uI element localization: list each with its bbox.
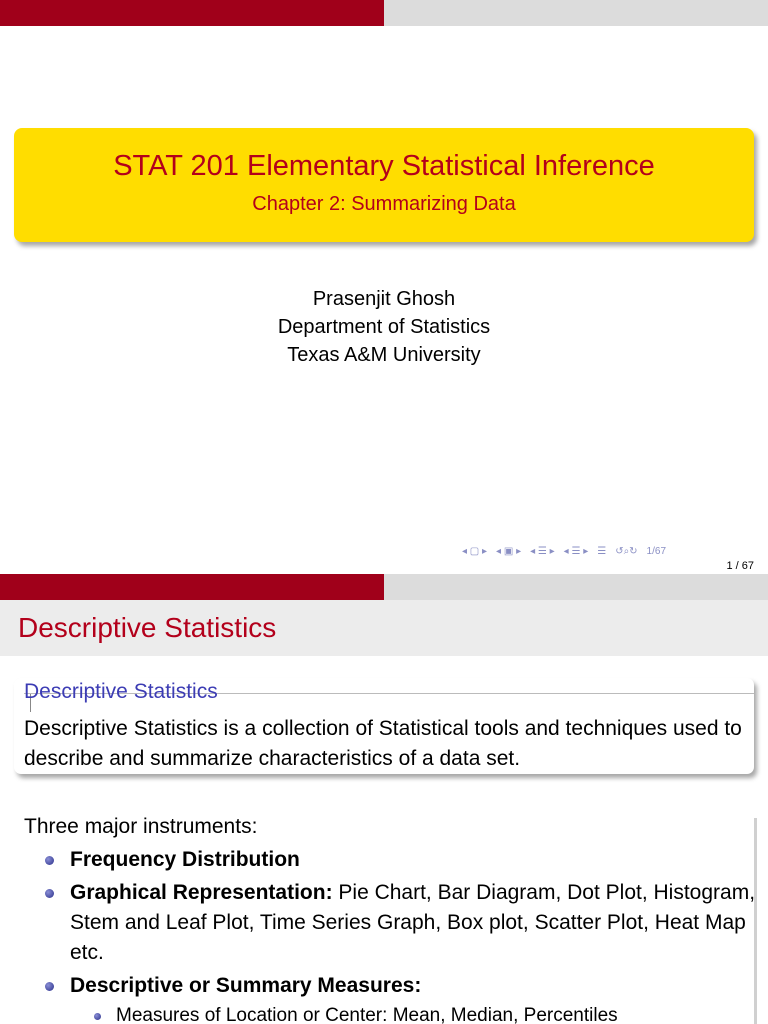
nav-prev-frame-icon[interactable]: ◂ ▣ ▸ xyxy=(496,545,522,557)
header-bar-grey xyxy=(384,574,768,600)
slide-body xyxy=(24,812,764,1024)
item-bold: Graphical Representation: xyxy=(70,881,333,904)
header-bar xyxy=(0,574,768,600)
item-bold: Frequency Distribution xyxy=(70,848,300,871)
nav-prev-slide-icon[interactable]: ◂ ▢ ▸ xyxy=(462,545,488,557)
sub-list-item xyxy=(70,1003,764,1024)
sub-list xyxy=(70,1003,764,1024)
definition-block xyxy=(14,678,754,774)
nav-page-label: 1/67 xyxy=(646,545,667,557)
frame-title: Descriptive Statistics xyxy=(18,612,277,643)
sub-bullet-icon xyxy=(94,1013,101,1020)
bullet-icon xyxy=(45,982,54,991)
author-name: Prasenjit Ghosh xyxy=(312,288,456,310)
department: Department of Statistics xyxy=(277,316,491,338)
header-bar-red xyxy=(0,0,384,26)
author-block xyxy=(0,285,768,369)
nav-align-icon[interactable]: ☰ xyxy=(597,545,607,557)
beamer-navigation xyxy=(462,544,666,558)
header-bar xyxy=(0,0,768,26)
list-item xyxy=(24,878,764,968)
instrument-list xyxy=(24,845,764,1024)
item-rest: Pie Chart, Bar Diagram, Dot Plot, Histogram, Stem and Leaf Plot, Time Series Graph, Box plot, Scatter Plot, Heat Map etc. xyxy=(70,881,756,964)
nav-prev-subsection-icon[interactable]: ◂ ☰ ▸ xyxy=(530,545,555,557)
header-bar-red xyxy=(0,574,384,600)
sub-item-text: Measures of Location or Center: Mean, Median, Percentiles xyxy=(116,1005,618,1024)
list-item xyxy=(24,845,764,875)
frame-title-bar xyxy=(0,600,768,656)
item-bold: Descriptive or Summary Measures: xyxy=(70,974,422,997)
slide-2 xyxy=(0,574,768,1024)
definition-text: Descriptive Statistics is a collection of Statistical tools and techniques used to describe and summarize characteristics of a data set. xyxy=(24,717,742,770)
nav-search-icon[interactable]: ↺⌕↻ xyxy=(615,545,638,557)
bullet-icon xyxy=(45,856,54,865)
title-box xyxy=(14,128,754,242)
bullet-icon xyxy=(45,889,54,898)
nav-prev-section-icon[interactable]: ◂ ☰ ▸ xyxy=(563,545,589,557)
definition-title: Descriptive Statistics xyxy=(24,680,218,703)
list-item xyxy=(24,971,764,1024)
main-title: STAT 201 Elementary Statistical Inference xyxy=(113,150,655,182)
intro-text: Three major instruments: xyxy=(24,815,258,838)
university: Texas A&M University xyxy=(287,344,481,366)
page-number: 1 / 67 xyxy=(726,560,754,572)
header-bar-grey xyxy=(384,0,768,26)
sub-title: Chapter 2: Summarizing Data xyxy=(252,193,516,215)
